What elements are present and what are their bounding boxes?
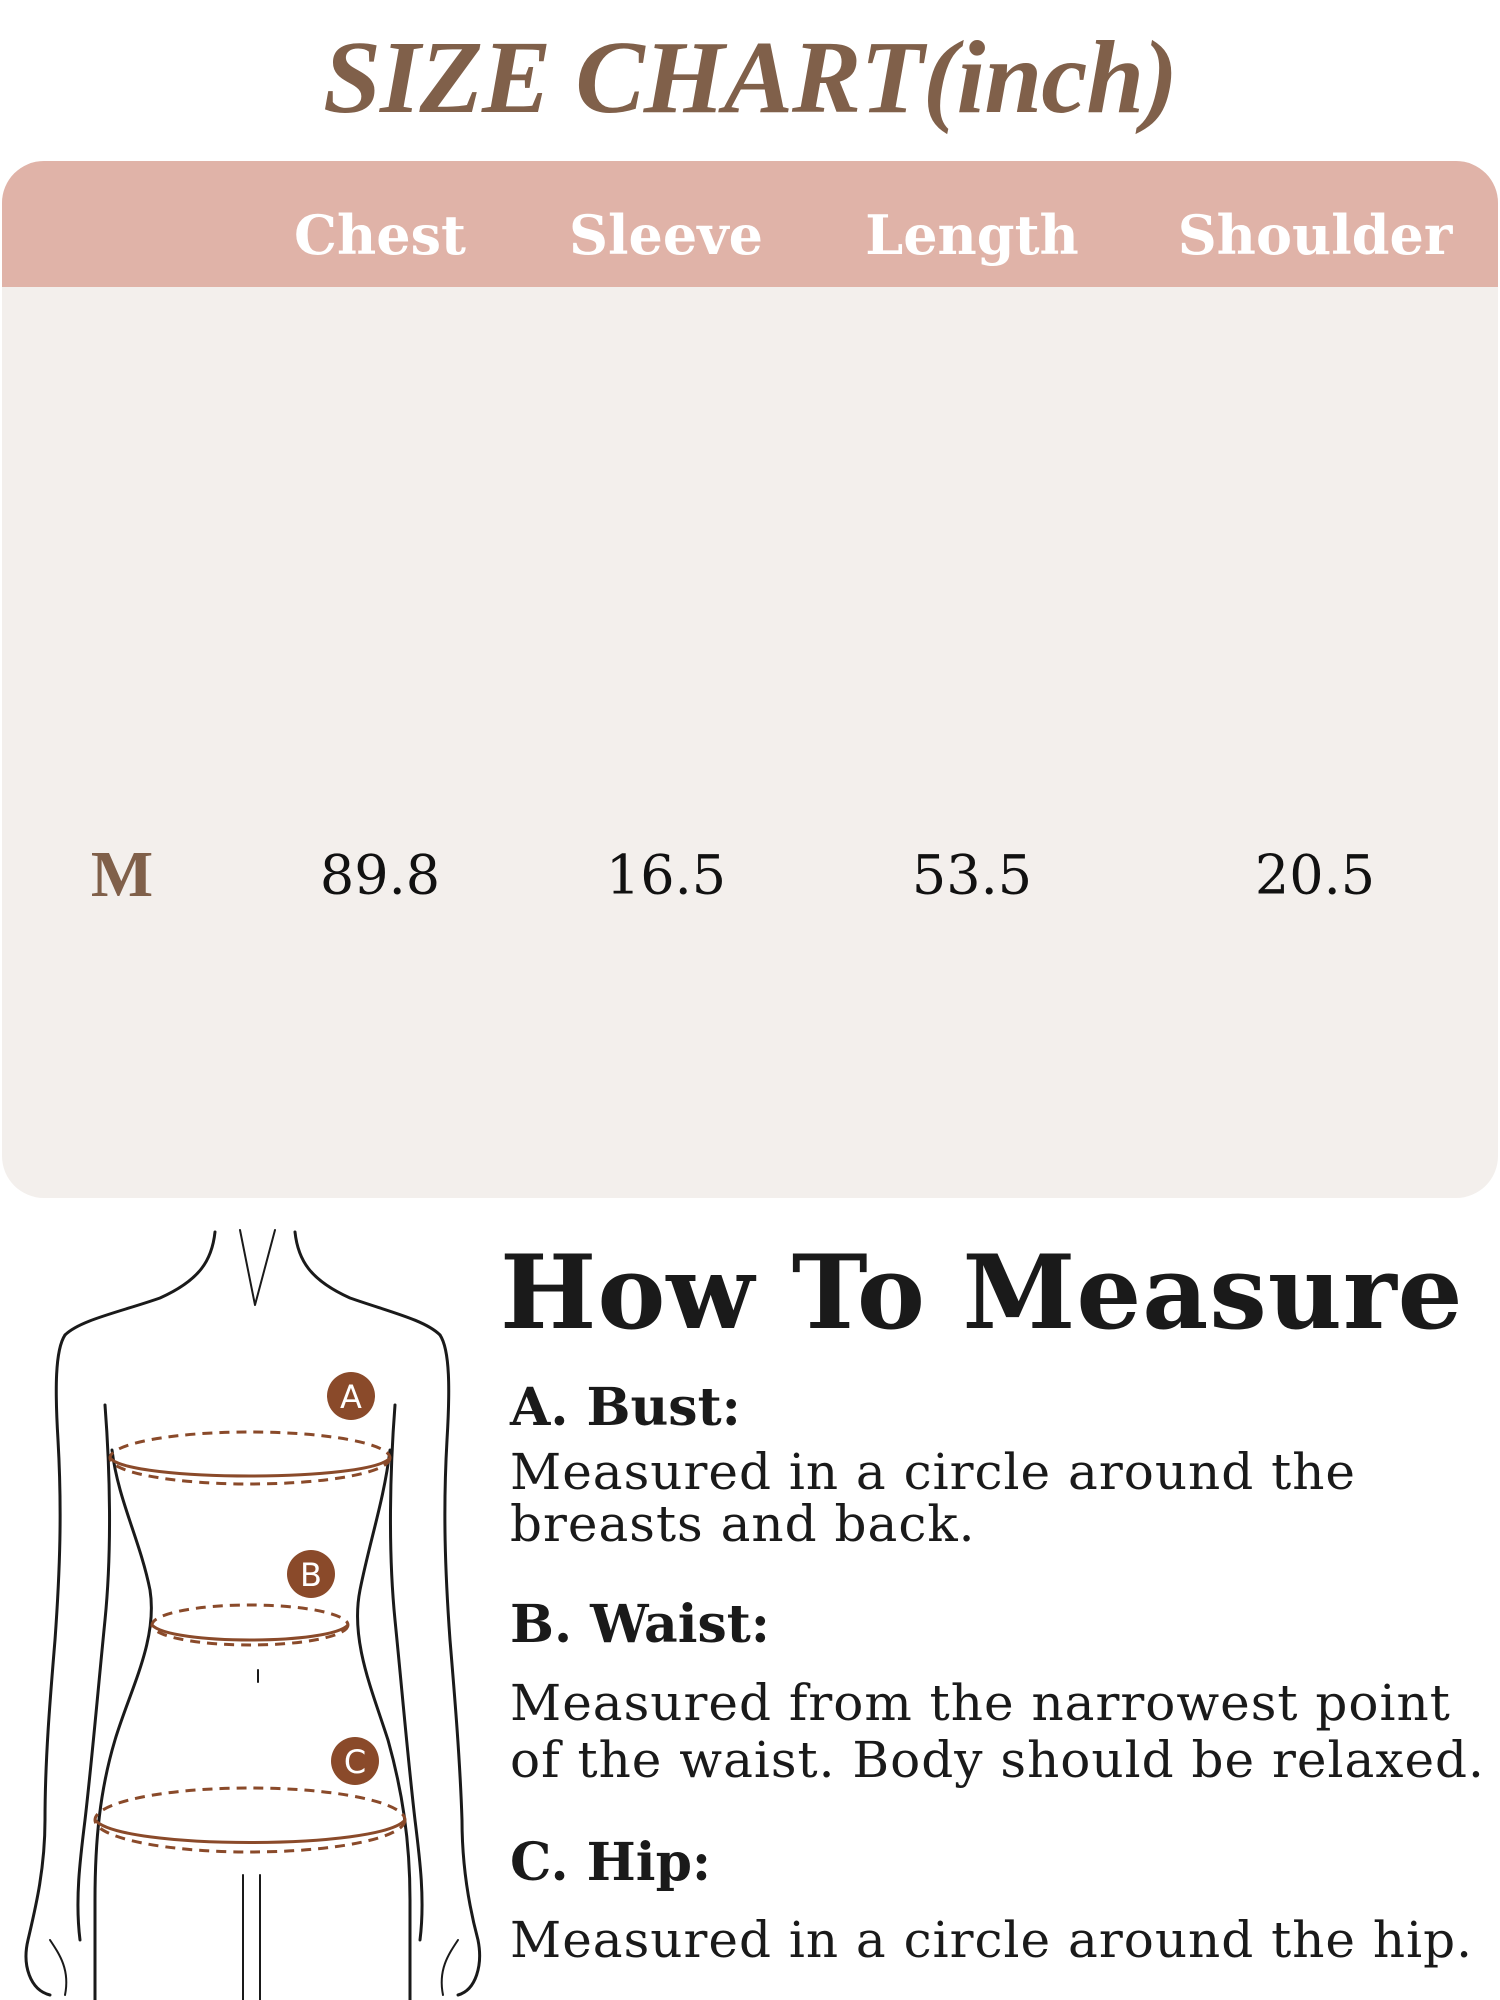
cell-sleeve: 16.5 [605,843,727,907]
marker-b-icon [287,1550,335,1598]
cell-chest: 89.8 [319,843,441,907]
cell-length: 53.5 [911,843,1033,907]
body-measurement-figure [0,1220,500,2000]
column-header-sleeve: Sleeve [569,203,763,267]
cell-shoulder: 20.5 [1254,843,1376,907]
measure-heading-waist: B. Waist: [510,1594,770,1655]
size-table [2,161,1498,1198]
measure-text-bust-line1: Measured in a circle around the [510,1443,1357,1501]
measure-heading-bust: A. Bust: [510,1377,741,1438]
how-to-measure-title: How To Measure [500,1233,1464,1353]
svg-text:A: A [340,1378,362,1416]
column-header-shoulder: Shoulder [1177,203,1453,267]
measure-text-waist-line2: of the waist. Body should be relaxed. [510,1731,1485,1789]
column-header-length: Length [865,203,1079,267]
marker-a-icon [327,1372,375,1420]
measure-heading-hip: C. Hip: [510,1832,712,1893]
column-header-chest: Chest [294,203,466,267]
size-label: M [90,838,154,911]
svg-text:C: C [343,1743,367,1781]
measure-text-waist-line1: Measured from the narrowest point [510,1674,1451,1732]
svg-text:B: B [300,1556,322,1594]
marker-c-icon [331,1737,379,1785]
page-title: SIZE CHART(inch) [323,20,1177,135]
measure-text-hip-line1: Measured in a circle around the hip. [510,1911,1474,1969]
measure-text-bust-line2: breasts and back. [510,1495,976,1553]
table-header [2,161,1498,287]
